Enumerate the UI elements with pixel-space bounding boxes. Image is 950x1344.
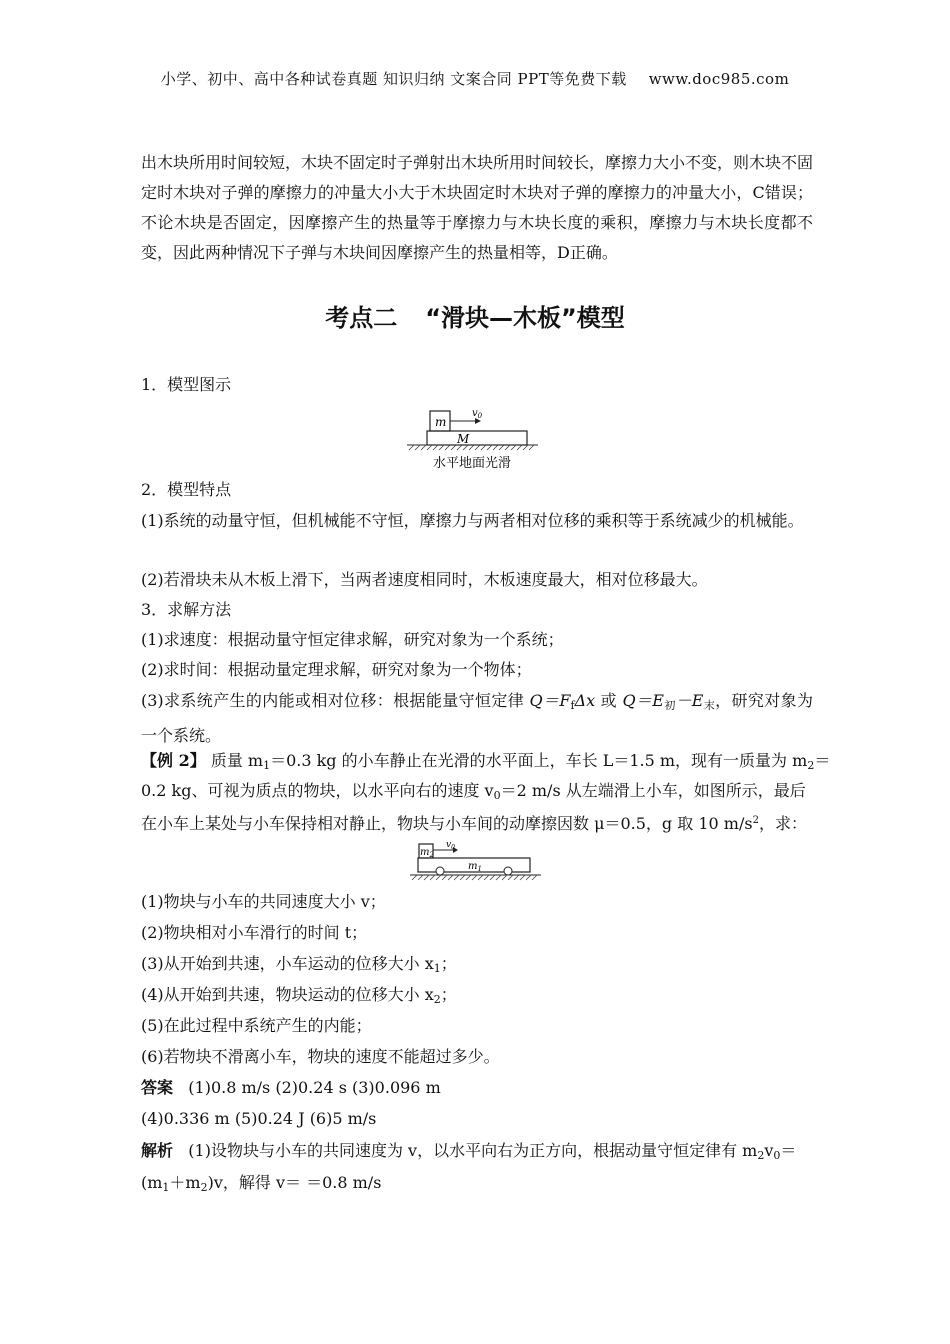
board-rect bbox=[427, 431, 527, 445]
cart-ground-hatch bbox=[412, 875, 537, 880]
block-label: m bbox=[435, 415, 447, 429]
heading-model-features: 2．模型特点 bbox=[141, 480, 232, 499]
analysis-line-1: 解析 (1)设物块与小车的共同速度为 v，以水平向右为正方向，根据动量守恒定律有 $m_2v_0=$ bbox=[141, 1141, 797, 1162]
feature-1: (1)系统的动量守恒，但机械能不守恒，摩擦力与两者相对位移的乘积等于系统减少的机械能。 bbox=[141, 511, 804, 530]
example-line-2: 0.2 kg、可视为质点的物块，以水平向右的速度 $v_0=2$ m/s 从左端滑上小车，如图所示，最后 bbox=[141, 781, 806, 802]
velocity-label: $v_0$ bbox=[472, 408, 483, 420]
method-2: (2)求时间：根据动量定理求解，研究对象为一个物体； bbox=[141, 660, 532, 679]
answer-line-2: (4)0.336 m (5)0.24 J (6)5 m/s bbox=[141, 1109, 377, 1128]
question-1: (1)物块与小车的共同速度大小 v； bbox=[141, 892, 386, 911]
cart-figure bbox=[408, 840, 543, 882]
slider-board-figure bbox=[405, 405, 540, 473]
example-line-1: 【例 2】 质量 $m_1=0.3$ kg 的小车静止在光滑的水平面上，车长 L＝1.5 m，现有一质量为 $m_2=$ bbox=[141, 751, 831, 772]
header-site[interactable]: www.doc985.com bbox=[648, 70, 790, 88]
wheel-right bbox=[504, 867, 512, 875]
board-label: M bbox=[457, 432, 470, 446]
page-header bbox=[0, 68, 950, 89]
example-line-3: 在小车上某处与小车保持相对静止，物块与小车间的动摩擦因数 μ＝0.5，g 取 10 $m/s^2$，求： bbox=[141, 814, 807, 833]
cart-m1-label: $m_1$ bbox=[468, 861, 482, 873]
question-6: (6)若物块不滑离小车，物块的速度不能超过多少。 bbox=[141, 1047, 500, 1066]
section-title bbox=[0, 298, 950, 333]
heading-model-figure: 1．模型图示 bbox=[141, 375, 232, 394]
analysis-label: 解析 bbox=[141, 1141, 174, 1160]
question-3: (3)从开始到共速，小车运动的位移大小 $x_1$； bbox=[141, 954, 457, 975]
method-1: (1)求速度：根据动量守恒定律求解，研究对象为一个系统； bbox=[141, 630, 564, 649]
feature-2: (2)若滑块未从木板上滑下，当两者速度相同时，木板速度最大，相对位移最大。 bbox=[141, 570, 708, 589]
method-3: (3)求系统产生的内能或相对位移：根据能量守恒定律 $Q=F_f\Delta x$ 或 $Q=E_初-E_末$，研究对象为一个系统。 bbox=[141, 691, 813, 745]
wheel-left bbox=[436, 867, 444, 875]
example-tag: 【例 2】 bbox=[141, 751, 206, 770]
question-2: (2)物块相对小车滑行的时间 t； bbox=[141, 923, 368, 942]
cart-velocity-label: $v_0$ bbox=[446, 840, 455, 851]
ground-hatch bbox=[409, 445, 534, 450]
section-number: 考点二 bbox=[325, 304, 398, 332]
heading-solution-method: 3．求解方法 bbox=[141, 600, 232, 619]
header-text: 小学、初中、高中各种试卷真题 知识归纳 文案合同 PPT等免费下载 bbox=[160, 70, 627, 88]
block-m2-label: $m_2$ bbox=[420, 847, 434, 859]
question-4: (4)从开始到共速，物块运动的位移大小 $x_2$； bbox=[141, 985, 457, 1006]
section-name: “滑块—木板”模型 bbox=[425, 304, 625, 332]
analysis-line-2: $(m_1+m_2)v$，解得 v＝ ＝0.8 m/s bbox=[141, 1173, 382, 1194]
answer-label: 答案 bbox=[141, 1078, 174, 1097]
answer-line-1: 答案 (1)0.8 m/s (2)0.24 s (3)0.096 m bbox=[141, 1078, 441, 1097]
intro-paragraph: 出木块所用时间较短，木块不固定时子弹射出木块所用时间较长，摩擦力大小不变，则木块不固定时木块对子弹的摩擦力的冲量大小大于木块固定时木块对子弹的摩擦力的冲量大小，C错误；不论木块是否固定，因摩擦产生的热量等于摩擦力与木块长度的乘积，摩擦力与木块长度都不变，因此两种情况下子弹与木块间因摩擦产生的热量相等，D正确。 bbox=[141, 153, 814, 262]
figure-caption: 水平地面光滑 bbox=[432, 456, 512, 471]
question-5: (5)在此过程中系统产生的内能； bbox=[141, 1016, 372, 1035]
